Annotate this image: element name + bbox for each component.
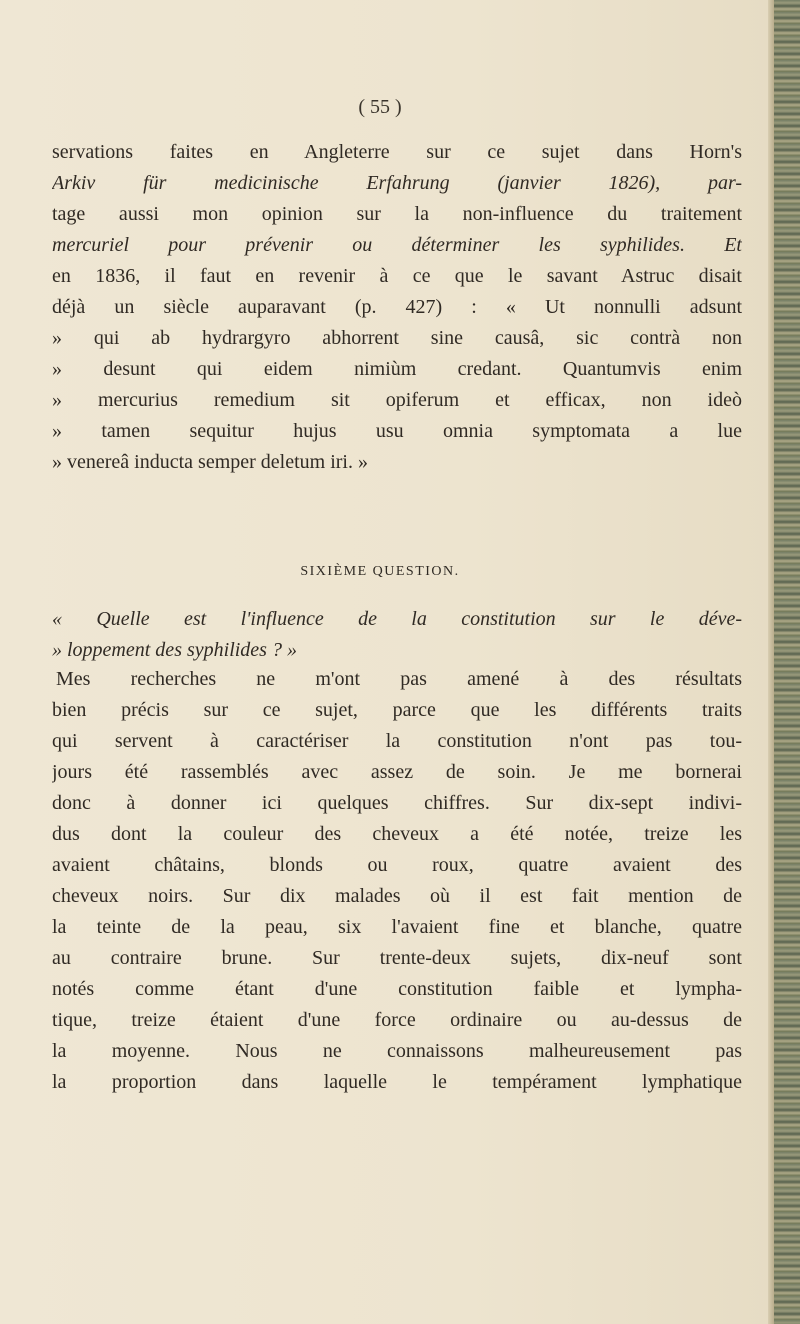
text-line: Arkiv für medicinische Erfahrung (janvier 1826), par- [52,172,742,194]
text-line: tage aussi mon opinion sur la non-influence du traitement [52,203,742,225]
text-line: » tamen sequitur hujus usu omnia symptomata a lue [52,420,742,442]
text-line: donc à donner ici quelques chiffres. Sur dix-sept indivi- [52,792,742,814]
text-line: » desunt qui eidem nimiùm credant. Quantumvis enim [52,358,742,380]
text-line: la proportion dans laquelle le tempérament lymphatique [52,1071,742,1093]
text-line: la teinte de la peau, six l'avaient fine et blanche, quatre [52,916,742,938]
text-line: » qui ab hydrargyro abhorrent sine causâ, sic contrà non [52,327,742,349]
paragraph-1 [52,137,742,478]
text-line: dus dont la couleur des cheveux a été notée, treize les [52,823,742,845]
text-line: qui servent à caractériser la constitution n'ont pas tou- [52,730,742,752]
text-line: servations faites en Angleterre sur ce sujet dans Horn's [52,141,742,163]
page-number: ( 55 ) [358,96,402,118]
book-binding [774,0,800,1324]
text-line: cheveux noirs. Sur dix malades où il est fait mention de [52,885,742,907]
text-line: notés comme étant d'une constitution faible et lympha- [52,978,742,1000]
text-line: déjà un siècle auparavant (p. 427) : « Ut nonnulli adsunt [52,296,742,318]
text-line: au contraire brune. Sur trente-deux sujets, dix-neuf sont [52,947,742,969]
text-line: bien précis sur ce sujet, parce que les différents traits [52,699,742,721]
text-line: en 1836, il faut en revenir à ce que le savant Astruc disait [52,265,742,287]
paragraph-2 [52,664,742,1098]
text-line: » mercurius remedium sit opiferum et efficax, non ideò [52,389,742,411]
text-line: » venereâ inducta semper deletum iri. » [52,451,368,473]
text-line: tique, treize étaient d'une force ordinaire ou au-dessus de [52,1009,742,1031]
question-line: « Quelle est l'influence de la constitution sur le déve- [52,608,742,630]
section-heading: SIXIÈME QUESTION. [300,564,460,579]
text-line: avaient châtains, blonds ou roux, quatre avaient des [52,854,742,876]
text-line: jours été rassemblés avec assez de soin. Je me bornerai [52,761,742,783]
question [52,604,742,666]
text-line: mercuriel pour prévenir ou déterminer les syphilides. Et [52,234,742,256]
text-line: la moyenne. Nous ne connaissons malheureusement pas [52,1040,742,1062]
text-line: Mes recherches ne m'ont pas amené à des résultats [56,668,742,690]
question-line: » loppement des syphilides ? » [52,639,297,661]
